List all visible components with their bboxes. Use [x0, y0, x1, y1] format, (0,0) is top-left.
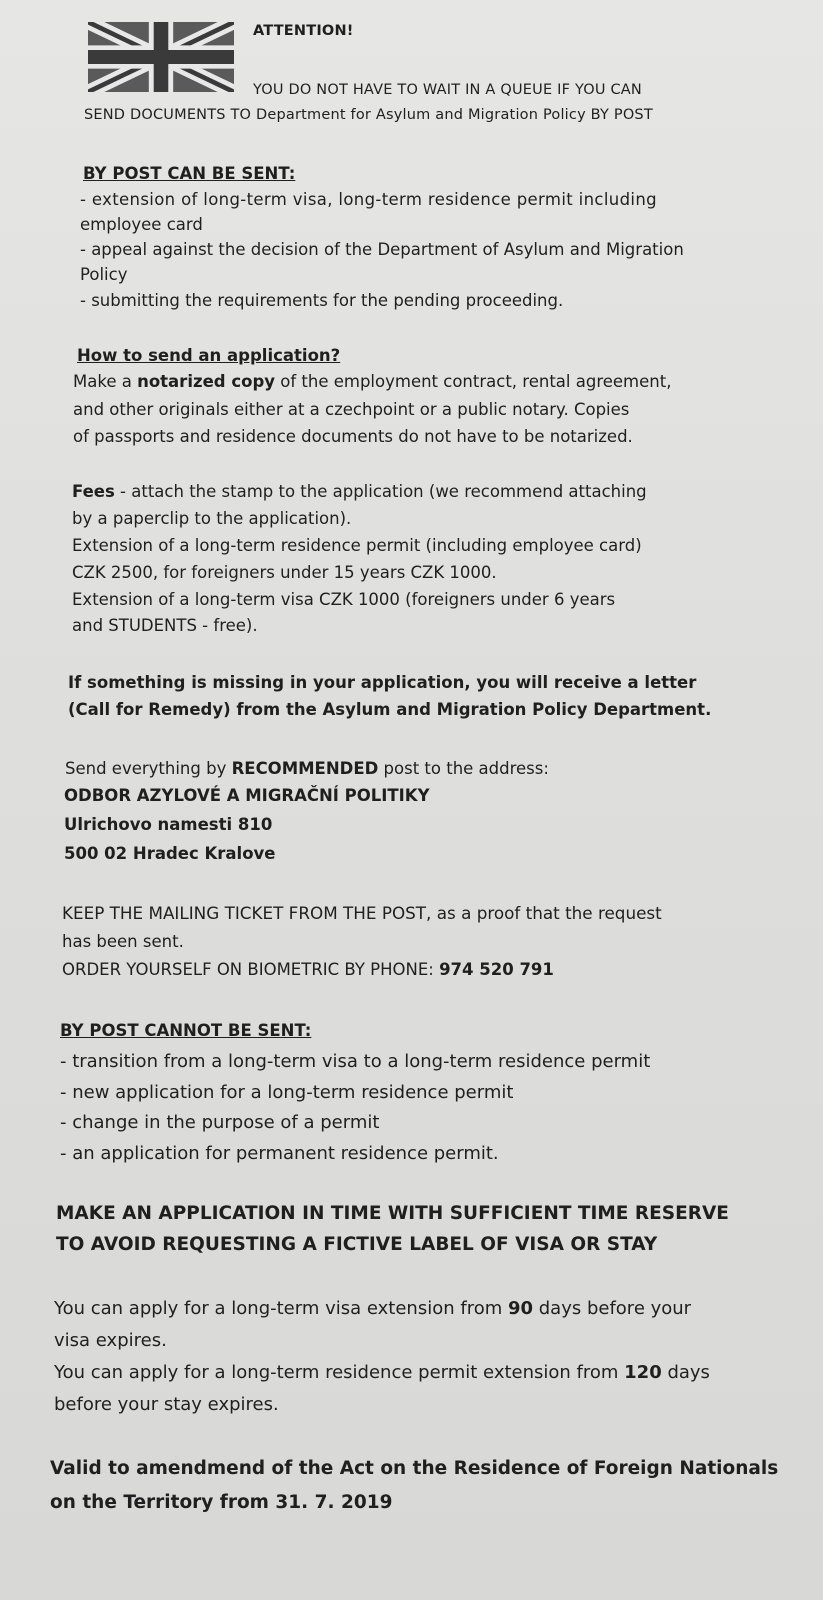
keep-line-2: has been sent. [62, 932, 184, 951]
how-to-line-1: Make a notarized copy of the employment contract, rental agreement, [73, 372, 672, 391]
post-cannot-item: - transition from a long-term visa to a long-term residence permit [60, 1051, 651, 1072]
address-line-2: Ulrichovo namesti 810 [64, 815, 273, 834]
post-can-line: - extension of long-term visa, long-term residence permit including [80, 190, 657, 209]
valid-line-1: Valid to amendmend of the Act on the Residence of Foreign Nationals [50, 1458, 779, 1479]
attention-heading: ATTENTION! [253, 23, 354, 39]
post-can-line: - appeal against the decision of the Department of Asylum and Migration [80, 240, 684, 259]
fees-line-2: by a paperclip to the application). [72, 509, 352, 528]
post-can-heading: BY POST CAN BE SENT: [83, 164, 296, 183]
missing-line-1: If something is missing in your application, you will receive a letter [68, 673, 697, 692]
post-can-line: - submitting the requirements for the pending proceeding. [80, 291, 564, 310]
header-line-2: SEND DOCUMENTS TO Department for Asylum and Migration Policy BY POST [84, 107, 653, 123]
post-cannot-item: - new application for a long-term residence permit [60, 1082, 514, 1103]
address-line-1: ODBOR AZYLOVÉ A MIGRAČNÍ POLITIKY [64, 786, 430, 805]
keep-line-3: ORDER YOURSELF ON BIOMETRIC BY PHONE: 974 520 791 [62, 960, 554, 979]
missing-line-2: (Call for Remedy) from the Asylum and Migration Policy Department. [68, 700, 712, 719]
apply-line-3: You can apply for a long-term residence permit extension from 120 days [54, 1362, 710, 1383]
valid-line-2: on the Territory from 31. 7. 2019 [50, 1492, 393, 1513]
keep-line-1: KEEP THE MAILING TICKET FROM THE POST, as a proof that the request [62, 903, 662, 923]
apply-line-4: before your stay expires. [54, 1394, 279, 1415]
post-can-line: Policy [80, 265, 128, 284]
fees-line-4: CZK 2500, for foreigners under 15 years CZK 1000. [72, 563, 497, 582]
fees-line-3: Extension of a long-term residence permit (including employee card) [72, 536, 642, 555]
how-to-heading: How to send an application? [77, 346, 341, 365]
reserve-line-1: MAKE AN APPLICATION IN TIME WITH SUFFICIENT TIME RESERVE [56, 1203, 729, 1224]
post-cannot-item: - an application for permanent residence permit. [60, 1143, 499, 1164]
reserve-line-2: TO AVOID REQUESTING A FICTIVE LABEL OF VISA OR STAY [56, 1234, 658, 1255]
apply-line-2: visa expires. [54, 1330, 167, 1351]
post-cannot-item: - change in the purpose of a permit [60, 1112, 380, 1133]
post-cannot-heading: BY POST CANNOT BE SENT: [60, 1021, 312, 1040]
header-line-1: YOU DO NOT HAVE TO WAIT IN A QUEUE IF YOU CAN [253, 82, 642, 98]
how-to-line-3: of passports and residence documents do not have to be notarized. [73, 427, 633, 446]
address-intro: Send everything by RECOMMENDED post to the address: [65, 759, 549, 778]
address-line-3: 500 02 Hradec Kralove [64, 844, 276, 863]
fees-line-6: and STUDENTS - free). [72, 616, 258, 635]
fees-line-5: Extension of a long-term visa CZK 1000 (foreigners under 6 years [72, 590, 616, 609]
fees-line-1: Fees - attach the stamp to the application (we recommend attaching [72, 482, 647, 501]
union-jack-icon [88, 22, 234, 92]
post-can-line: employee card [80, 215, 203, 234]
how-to-line-2: and other originals either at a czechpoint or a public notary. Copies [73, 400, 630, 419]
apply-line-1: You can apply for a long-term visa extension from 90 days before your [54, 1298, 692, 1319]
